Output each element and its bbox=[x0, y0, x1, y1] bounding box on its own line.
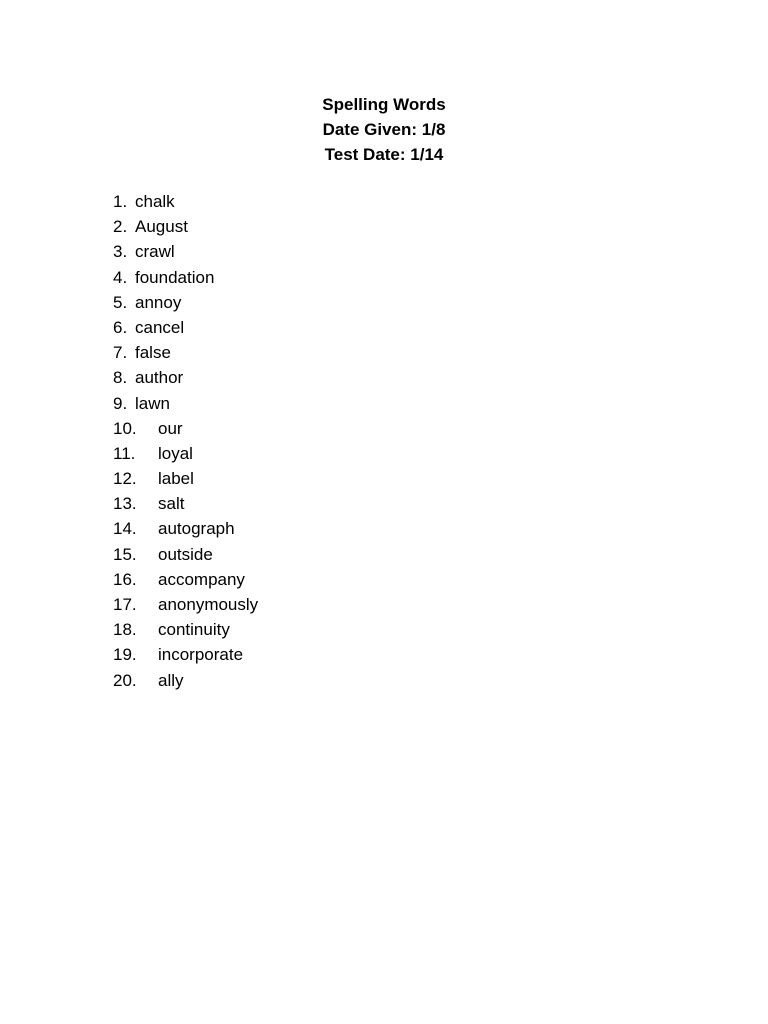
spelling-word: foundation bbox=[135, 267, 215, 287]
item-number: 14. bbox=[113, 519, 137, 539]
spelling-word: salt bbox=[158, 494, 185, 514]
spelling-word: August bbox=[135, 217, 188, 237]
document-title: Spelling Words bbox=[322, 95, 446, 114]
list-item bbox=[113, 516, 235, 541]
spelling-word: continuity bbox=[158, 620, 230, 640]
item-number: 11. bbox=[113, 443, 136, 463]
spelling-word: accompany bbox=[158, 569, 245, 589]
list-item bbox=[113, 567, 245, 592]
list-item bbox=[113, 466, 194, 491]
list-item bbox=[113, 642, 244, 667]
item-number: 3. bbox=[113, 242, 128, 262]
item-number: 19. bbox=[113, 645, 137, 665]
list-item bbox=[113, 265, 215, 290]
item-number: 4. bbox=[113, 267, 128, 287]
item-number: 6. bbox=[113, 317, 128, 337]
list-item bbox=[113, 491, 185, 516]
spelling-word: author bbox=[135, 368, 184, 388]
spelling-word: cancel bbox=[135, 317, 185, 337]
list-item bbox=[113, 365, 184, 390]
list-item bbox=[113, 189, 175, 214]
item-number: 20. bbox=[113, 670, 137, 690]
list-item bbox=[113, 290, 182, 315]
list-item bbox=[113, 416, 183, 441]
list-item bbox=[113, 542, 213, 567]
item-number: 12. bbox=[113, 469, 137, 489]
list-item bbox=[113, 441, 193, 466]
list-item bbox=[113, 617, 230, 642]
spelling-word: ally bbox=[158, 670, 184, 690]
spelling-word: loyal bbox=[158, 443, 193, 463]
item-number: 13. bbox=[113, 494, 137, 514]
item-number: 17. bbox=[113, 595, 137, 614]
item-number: 15. bbox=[113, 544, 137, 564]
spelling-word: anonymously bbox=[158, 595, 259, 614]
item-number: 5. bbox=[113, 292, 128, 312]
spelling-word: crawl bbox=[135, 242, 175, 262]
spelling-word: lawn bbox=[135, 393, 170, 413]
list-item bbox=[113, 315, 185, 340]
list-item bbox=[113, 592, 259, 617]
item-number: 18. bbox=[113, 620, 137, 640]
item-number: 2. bbox=[113, 217, 128, 237]
spelling-word: incorporate bbox=[158, 645, 244, 665]
item-number: 7. bbox=[113, 343, 128, 363]
spelling-word: annoy bbox=[135, 292, 182, 312]
list-item bbox=[113, 340, 171, 365]
date-given: Date Given: 1/8 bbox=[322, 120, 446, 140]
document-header bbox=[0, 92, 768, 168]
item-number: 9. bbox=[113, 393, 128, 413]
spelling-word: chalk bbox=[135, 192, 175, 211]
test-date: Test Date: 1/14 bbox=[324, 145, 444, 165]
item-number: 1. bbox=[113, 192, 128, 211]
spelling-word-list bbox=[113, 189, 259, 693]
spelling-word: false bbox=[135, 343, 171, 363]
list-item bbox=[113, 391, 170, 416]
spelling-word: label bbox=[158, 469, 194, 489]
list-item bbox=[113, 214, 188, 239]
spelling-word: our bbox=[158, 418, 183, 438]
spelling-word: autograph bbox=[158, 519, 235, 539]
item-number: 8. bbox=[113, 368, 128, 388]
item-number: 10. bbox=[113, 418, 137, 438]
item-number: 16. bbox=[113, 569, 137, 589]
list-item bbox=[113, 668, 184, 693]
list-item bbox=[113, 239, 175, 264]
spelling-word: outside bbox=[158, 544, 213, 564]
